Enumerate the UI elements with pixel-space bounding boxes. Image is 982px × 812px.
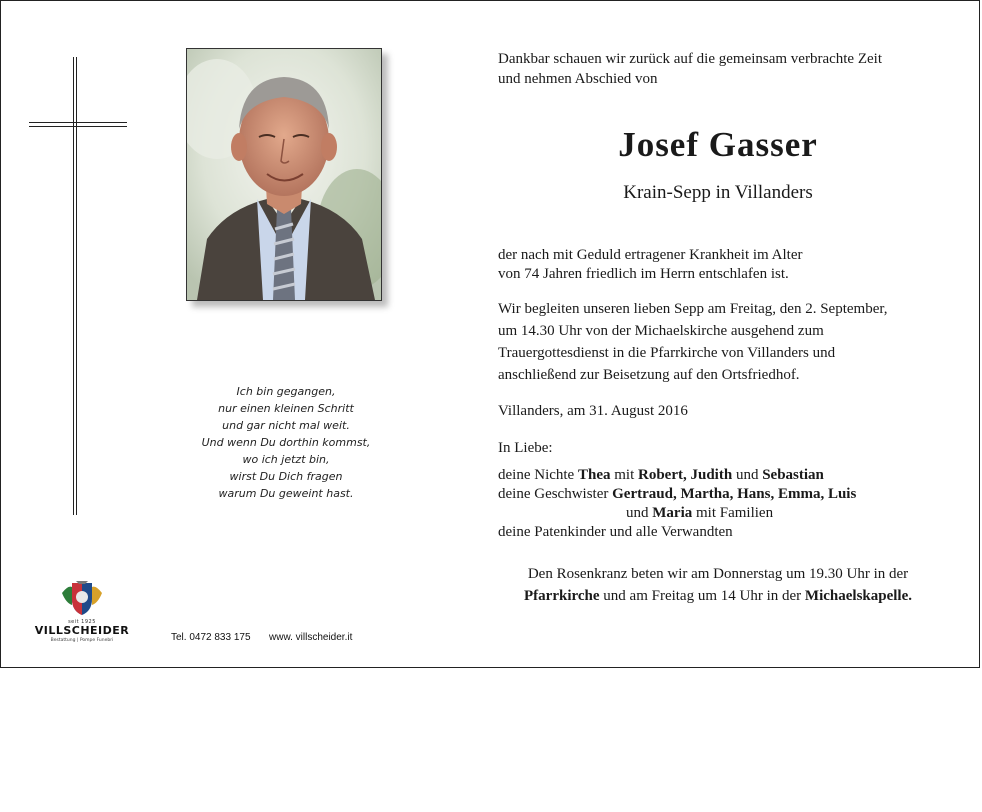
intro-line: Dankbar schauen wir zurück auf die gemeinsam verbrachte Zeit (498, 51, 882, 67)
poem-line: und gar nicht mal weit. (222, 419, 350, 432)
portrait-photo (186, 48, 382, 301)
rosary-line: Pfarrkirche und am Freitag um 14 Uhr in der Michaelskapelle. (524, 588, 912, 604)
mourners-line: deine Patenkinder und alle Verwandten (498, 524, 733, 540)
intro-line: und nehmen Abschied von (498, 71, 658, 87)
website-link[interactable]: www. villscheider.it (269, 632, 353, 643)
funeral-line: Trauergottesdienst in die Pfarrkirche von Villanders und (498, 345, 836, 361)
poem-line: Und wenn Du dorthin kommst, (201, 436, 371, 449)
phone-number: Tel. 0472 833 175 (171, 632, 251, 643)
poem (161, 383, 411, 502)
logo-since: seit 1925 (68, 619, 96, 625)
funeral-line: anschließend zur Beisetzung auf den Ortsfriedhof. (498, 367, 800, 383)
passing-line: von 74 Jahren friedlich im Herrn entschlafen ist. (498, 266, 789, 282)
place-date: Villanders, am 31. August 2016 (498, 403, 688, 419)
crest-icon (58, 579, 106, 619)
poem-line: wo ich jetzt bin, (242, 453, 330, 466)
poem-line: Ich bin gegangen, (236, 385, 336, 398)
logo-name: VILLSCHEIDER (34, 624, 130, 637)
deceased-nickname: Krain-Sepp in Villanders (623, 182, 813, 203)
funeral-line: Wir begleiten unseren lieben Sepp am Freitag, den 2. September, (498, 301, 888, 317)
passing-line: der nach mit Geduld ertragener Krankheit im Alter (498, 247, 803, 263)
mourners-line: deine Geschwister Gertraud, Martha, Hans, Emma, Luis (498, 486, 857, 502)
cross-bar (29, 122, 127, 127)
poem-line: warum Du geweint hast. (218, 487, 354, 500)
logo-subtitle: Bestattung | Pompe Funebri (50, 638, 114, 643)
mourners-line: deine Nichte Thea mit Robert, Judith und Sebastian (498, 467, 824, 483)
poem-line: wirst Du Dich fragen (229, 470, 343, 483)
rosary-line: Den Rosenkranz beten wir am Donnerstag um 19.30 Uhr in der (527, 566, 909, 582)
mourners-line: und Maria mit Familien (626, 505, 774, 521)
funeral-line: um 14.30 Uhr von der Michaelskirche ausgehend zum (498, 323, 824, 339)
poem-line: nur einen kleinen Schritt (218, 402, 354, 415)
funeral-home-logo (31, 579, 133, 644)
deceased-name: Josef Gasser (618, 125, 818, 164)
in-love-heading: In Liebe: (498, 440, 553, 456)
